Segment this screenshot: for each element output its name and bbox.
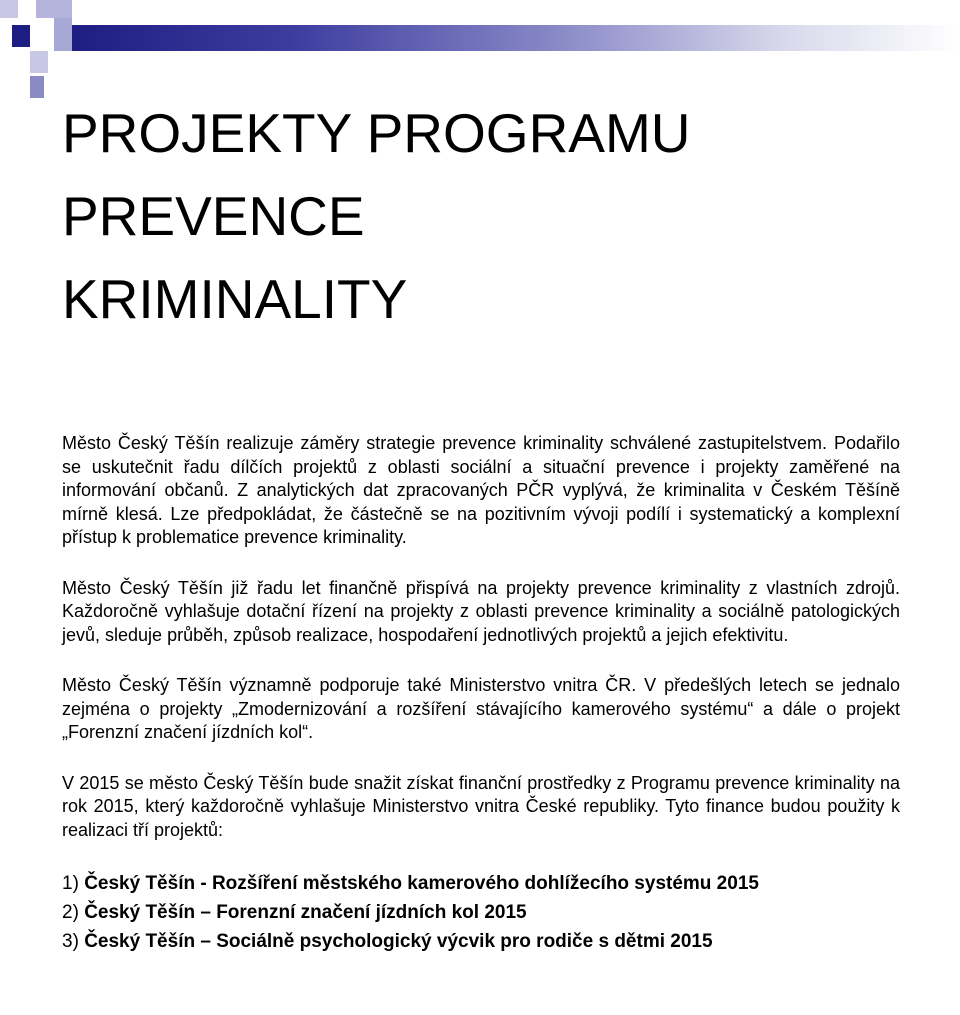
page-title bbox=[62, 92, 922, 341]
list-item bbox=[62, 869, 900, 898]
header-square bbox=[30, 51, 48, 73]
title-line: KRIMINALITY bbox=[62, 268, 408, 330]
project-title: Český Těšín – Forenzní značení jízdních kol 2015 bbox=[84, 902, 527, 923]
header-square bbox=[30, 76, 44, 98]
project-number: 3) bbox=[62, 931, 79, 952]
project-title: Český Těšín - Rozšíření městského kamerového dohlížecího systému 2015 bbox=[84, 873, 759, 894]
header-square bbox=[12, 25, 30, 47]
project-number: 2) bbox=[62, 902, 79, 923]
header-square bbox=[0, 0, 18, 18]
header-square bbox=[36, 0, 72, 18]
list-item bbox=[62, 927, 900, 956]
header-gradient-band bbox=[72, 25, 960, 51]
project-number: 1) bbox=[62, 873, 79, 894]
header-square bbox=[18, 0, 36, 18]
title-line: PROJEKTY PROGRAMU bbox=[62, 102, 691, 164]
list-item bbox=[62, 898, 900, 927]
paragraph-2015: V 2015 se město Český Těšín bude snažit získat finanční prostředky z Programu prevence kriminality na rok 2015, který každoročně vyhlašuje Ministerstvo vnitra České republiky. Tyto finance budou použity k realizaci tří projektů: bbox=[62, 772, 900, 840]
paragraph-intro: Město Český Těšín realizuje záměry strategie prevence kriminality schválené zastupitelstvem. Podařilo se uskutečnit řadu dílčích projektů z oblasti sociální a situační prevence i projekty zaměřené na informování občanů. Z analytických dat zpracovaných PČR vyplývá, že kriminalita v Českém Těšíně mírně klesá. Lze předpokládat, že částečně se na pozitivním vývoji podílí i systematický a komplexní přístup k problematice prevence kriminality. bbox=[62, 433, 900, 547]
paragraph-funding: Město Český Těšín již řadu let finančně přispívá na projekty prevence kriminality z vlastních zdrojů. Každoročně vyhlašuje dotační řízení na projekty z oblasti prevence kriminality a sociálně patologických jevů, sleduje průběh, způsob realizace, hospodaření jednotlivých projektů a jejich efektivitu. bbox=[62, 577, 900, 645]
project-title: Český Těšín – Sociálně psychologický výcvik pro rodiče s dětmi 2015 bbox=[84, 931, 713, 952]
project-list bbox=[62, 869, 900, 956]
document-body bbox=[62, 432, 900, 956]
header-square bbox=[0, 18, 12, 42]
header-square bbox=[54, 18, 72, 51]
title-line: PREVENCE bbox=[62, 185, 365, 247]
paragraph-ministry: Město Český Těšín významně podporuje také Ministerstvo vnitra ČR. V předešlých letech se jednalo zejména o projekty „Zmodernizování a rozšíření stávajícího kamerového systému“ a dále o projekt „Forenzní značení jízdních kol“. bbox=[62, 675, 900, 742]
